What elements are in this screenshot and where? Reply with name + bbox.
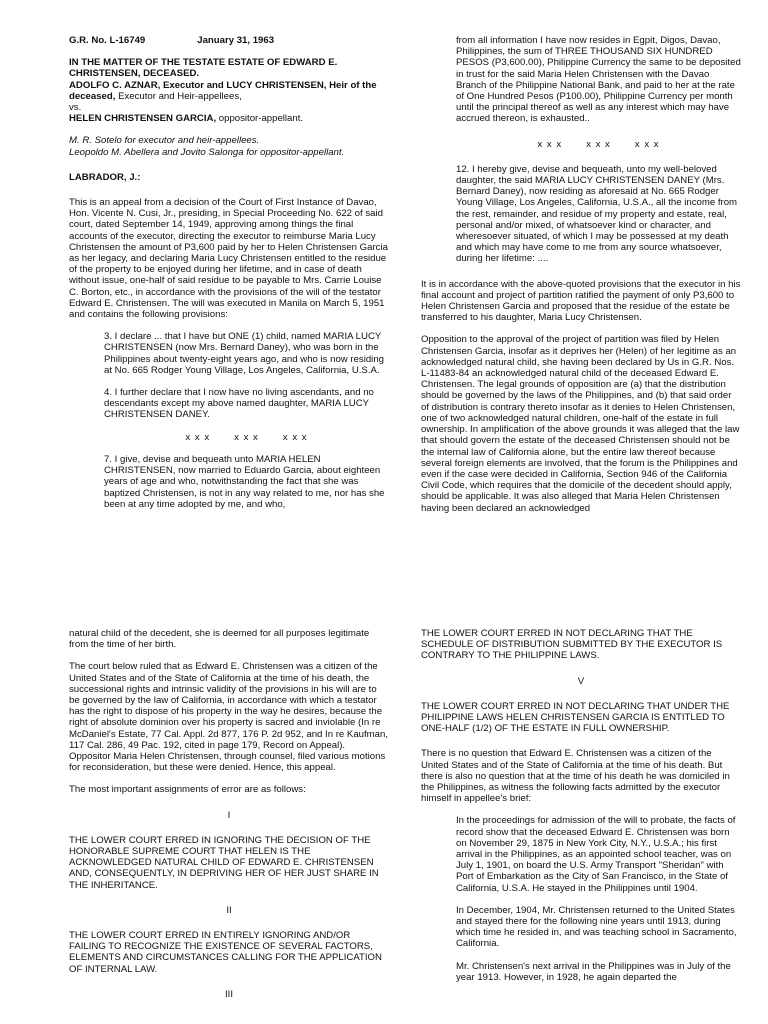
quoted-provision-3: 3. I declare ... that I have but ONE (1) child, named MARIA LUCY CHRISTENSEN (now Mrs. Bernard Daney), who was born in the Philippines about twenty-eight years ago, and who is now residing at No. 665 Rodger Young Village, Los Angeles, California, U.S.A. — [104, 331, 384, 376]
versus: vs. — [69, 102, 82, 114]
error-number-2: II — [226, 904, 232, 916]
omission-separator — [421, 139, 741, 150]
error-4: THE LOWER COURT ERRED IN NOT DECLARING THAT THE SCHEDULE OF DISTRIBUTION SUBMITTED BY THE EXECUTOR IS CONTRARY TO THE PHILIPPINE LAWS. — [421, 628, 723, 662]
page2-left-column — [69, 628, 389, 1011]
omission-separator — [69, 432, 389, 443]
paragraph-intro: This is an appeal from a decision of the Court of First Instance of Davao, Hon. Vicente N. Cusi, Jr., presiding, in Special Proceeding No. 622 of said court, dated September 14, 1949, approving among things the final accounts of the executor, directing the executor to reimburse Maria Lucy Christensen the amount of P3,600 paid by her to Helen Christensen Garcia as her legacy, and declaring Maria Lucy Christensen entitled to the residue of the property to be enjoyed during her lifetime, and in case of death without issue, one-half of said residue to be payable to Mrs. Carrie Louise C. Borton, etc., in accordance with the provisions of the will of the testator Edward E. Christensen. The will was executed in Manila on March 5, 1951 and contains the following provisions: — [69, 197, 388, 321]
separator-mark: x x x — [634, 138, 660, 150]
paragraph-accordance: It is in accordance with the above-quoted provisions that the executor in his final account and project of partition ratified the payment of only P3,600 to Helen Christensen Garcia and proposed that the residue of the estate be transferred to his daughter, Maria Lucy Christensen. — [421, 278, 741, 324]
quoted-provision-7-continued: from all information I have now resides in Egpit, Digos, Davao, Philippines, the sum of THREE THOUSAND SIX HUNDRED PESOS (P3,600.00), Philippine Currency the same to be deposited in trust for the said Maria Helen Christensen with the Davao Branch of the Philippine National Bank, and paid to her at the rate of One Hundred Pesos (P100.00), Philippine Currency per month until the principal thereof as well as any interest which may have accrued thereon, is exhausted.. — [456, 35, 741, 125]
case-caption — [69, 57, 389, 124]
paragraph-domicile: There is no question that Edward E. Christensen was a citizen of the United States and of the State of California at the time of his death. But there is also no question that at the time of his death he was domiciled in the Philippines, as witness the following facts admitted by the executor himself in appellee's brief: — [421, 748, 730, 805]
paragraph-opposition: Opposition to the approval of the project of partition was filed by Helen Christensen Garcia, insofar as it deprives her (Helen) of her legitime as an acknowledged natural child, she having been declared by Us in G.R. Nos. L-11483-84 an acknowledged natural child of the deceased Edward E. Christensen. The legal grounds of opposition are (a) that the distribution should be governed by the laws of the Philippines, and (b) that said order of distribution is contrary thereto insofar as it denies to Helen Christensen, one of two acknowledged natural children, one-half of the estate in full ownership. In amplification of the above grounds it was alleged that the law that should govern the estate of the deceased Christensen should not be the internal law of California alone, but the entire law thereof because several foreign elements are involved, that the forum is the Philippines and even if the case were decided in California, Section 946 of the California Civil Code, which requires that the domicile of the decedent should apply, should be applicable. It was also alleged that Maria Helen Christensen having been declared an acknowledged — [421, 334, 740, 514]
appellant-role: oppositor-appellant. — [216, 113, 304, 125]
gr-number: G.R. No. L-16749 — [69, 35, 146, 46]
separator-mark: x x x — [282, 431, 308, 443]
error-5: THE LOWER COURT ERRED IN NOT DECLARING THAT UNDER THE PHILIPPINE LAWS HELEN CHRISTENSEN GARCIA IS ENTITLED TO ONE-HALF (1/2) OF THE ESTATE IN FULL OWNERSHIP. — [421, 700, 730, 735]
case-header — [69, 35, 389, 46]
decision-date: January 31, 1963 — [197, 35, 275, 46]
counsel-block — [69, 135, 389, 157]
quoted-provision-7: 7. I give, devise and bequeath unto MARIA HELEN CHRISTENSEN, now married to Eduardo Garcia, about eighteen years of age and who, notwithstanding the fact that she was baptized Christensen, is not in any way related to me, nor has she been at any time adopted by me, and who, — [104, 453, 385, 510]
separator-mark: x x x — [537, 138, 563, 150]
appellee-parties: ADOLFO C. AZNAR, Executor and LUCY CHRISTENSEN, Heir of the deceased, — [69, 79, 377, 102]
error-number-5: V — [577, 675, 585, 687]
quoted-provision-4: 4. I further declare that I now have no living ascendants, and no descendants except my above named daughter, MARIA LUCY CHRISTENSEN DANEY. — [104, 387, 374, 421]
brief-fact-3: Mr. Christensen's next arrival in the Philippines was in July of the year 1913. However, in 1928, he again departed the — [456, 960, 731, 983]
error-1: THE LOWER COURT ERRED IN IGNORING THE DECISION OF THE HONORABLE SUPREME COURT THAT HELEN IS THE ACKNOWLEDGED NATURAL CHILD OF EDWARD E. CHRISTENSEN AND, CONSEQUENTLY, IN DEPRIVING HER OF HER JUST SHARE IN THE INHERITANCE. — [69, 834, 379, 891]
appellant-party: HELEN CHRISTENSEN GARCIA, — [69, 113, 217, 125]
page2-right-column — [421, 628, 741, 994]
brief-fact-2: In December, 1904, Mr. Christensen returned to the United States and stayed there for the following nine years until 1913, during which time he resided in, and was teaching school in Sacramento, California. — [456, 904, 737, 950]
brief-fact-1: In the proceedings for admission of the will to probate, the facts of record show that the deceased Edward E. Christensen was born on November 29, 1875 in New York City, N.Y., U.S.A.; his first arrival in the Philippines, as an appointed school teacher, was on July 1, 1901, on board the U.S. Army Transport "Sheridan" with Port of Embarkation as the City of San Francisco, in the State of California, U.S.A. He stayed in the Philippines until 1904. — [456, 815, 736, 894]
case-title: IN THE MATTER OF THE TESTATE ESTATE OF EDWARD E. CHRISTENSEN, DECEASED. — [69, 57, 338, 80]
appellee-role: Executor and Heir-appellees, — [115, 90, 242, 102]
error-number-1: I — [227, 809, 231, 821]
error-2: THE LOWER COURT ERRED IN ENTIRELY IGNORING AND/OR FAILING TO RECOGNIZE THE EXISTENCE OF SEVERAL FACTORS, ELEMENTS AND CIRCUMSTANCES CALLING FOR THE APPLICATION OF INTERNAL LAW. — [69, 930, 382, 975]
quoted-provision-12: 12. I hereby give, devise and bequeath, unto my well-beloved daughter, the said MARIA LUCY CHRISTENSEN DANEY (Mrs. Bernard Daney), now residing as aforesaid at No. 665 Rodger Young Village, Los Angeles, California, U.S.A., all the income from the rest, remainder, and residue of my property and estate, real, personal and/or mixed, of whatsoever kind or character, and wheresoever situated, of which I may be possessed at my death and which may have come to me from any source whatsoever, during her lifetime: .... — [456, 163, 738, 265]
error-number-3: III — [225, 988, 233, 1000]
counsel-appellant: Leopoldo M. Abellera and Jovito Salonga for oppositor-appellant. — [69, 146, 345, 158]
page1-left-column — [69, 35, 389, 521]
page1-right-column — [421, 35, 741, 525]
paragraph-court-ruling: The court below ruled that as Edward E. Christensen was a citizen of the United States and of the State of California at the time of his death, the successional rights and intrinsic validity of the provisions in his will are to be governed by the law of California, in accordance with which a testator has the right to dispose of his property in the way he desires, because the right of absolute dominion over his property is sacred and inviolable (In re McDaniel's Estate, 77 Cal. Appl. 2d 877, 176 P. 2d 952, and In re Kaufman, 117 Cal. 286, 49 Pac. 192, cited in page 179, Record on Appeal). Oppositor Maria Helen Christensen, through counsel, filed various motions for reconsideration, but these were denied. Hence, this appeal. — [69, 661, 388, 774]
separator-mark: x x x — [234, 431, 259, 443]
counsel-appellees: M. R. Sotelo for executor and heir-appellees. — [69, 135, 260, 147]
paragraph-continued: natural child of the decedent, she is deemed for all purposes legitimate from the time of her birth. — [69, 628, 370, 651]
ponente: LABRADOR, J.: — [69, 171, 141, 183]
paragraph-errors-intro: The most important assignments of error are as follows: — [69, 784, 306, 796]
separator-mark: x x x — [185, 431, 211, 443]
separator-mark: x x x — [586, 138, 611, 150]
